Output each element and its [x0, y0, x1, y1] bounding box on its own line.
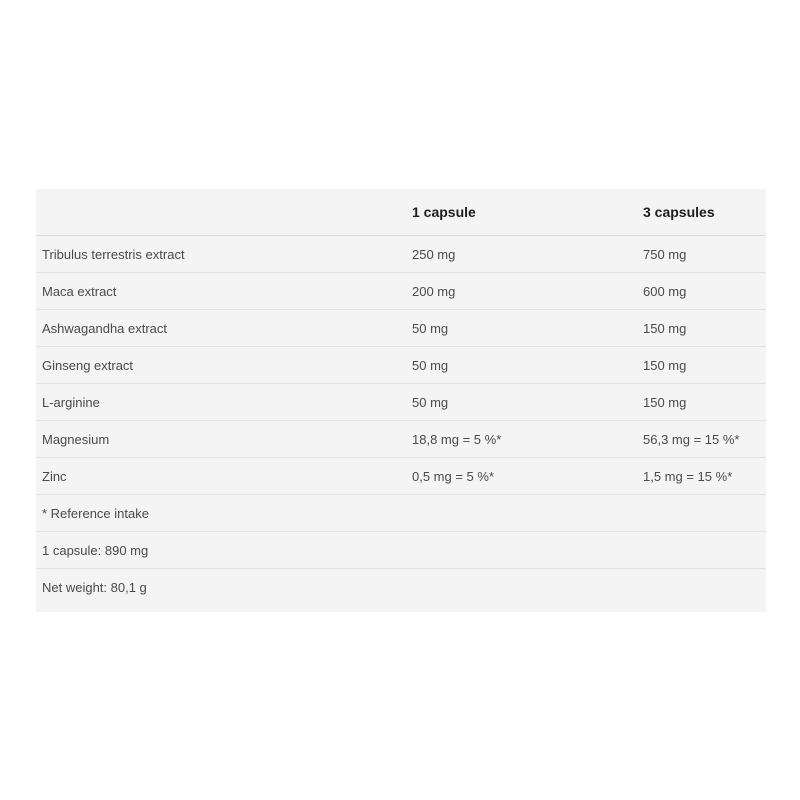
table-row [36, 384, 766, 421]
table-row [36, 421, 766, 458]
amount-3-capsules: 750 mg [643, 236, 766, 273]
ingredient-name: Magnesium [36, 421, 412, 458]
reference-intake-note: * Reference intake [36, 495, 766, 532]
ingredient-name: Ashwagandha extract [36, 310, 412, 347]
ingredient-name: Maca extract [36, 273, 412, 310]
ingredient-name: Zinc [36, 458, 412, 495]
table-row [36, 236, 766, 273]
amount-1-capsule: 200 mg [412, 273, 643, 310]
amount-3-capsules: 600 mg [643, 273, 766, 310]
table-header-row [36, 189, 766, 236]
nutrition-table [36, 189, 766, 605]
net-weight-note: Net weight: 80,1 g [42, 579, 147, 595]
amount-3-capsules: 1,5 mg = 15 %* [643, 458, 766, 495]
amount-1-capsule: 50 mg [412, 310, 643, 347]
header-3-capsules: 3 capsules [643, 189, 766, 236]
nutrition-table-panel [36, 189, 766, 612]
amount-1-capsule: 50 mg [412, 347, 643, 384]
table-row [36, 347, 766, 384]
ingredient-name: Tribulus terrestris extract [36, 236, 412, 273]
amount-3-capsules: 150 mg [643, 384, 766, 421]
header-1-capsule: 1 capsule [412, 189, 643, 236]
amount-3-capsules: 150 mg [643, 347, 766, 384]
table-row [36, 458, 766, 495]
header-ingredient [36, 189, 412, 236]
note-row [36, 495, 766, 532]
ingredient-name: L-arginine [36, 384, 412, 421]
table-row [36, 273, 766, 310]
amount-3-capsules: 56,3 mg = 15 %* [643, 421, 766, 458]
ingredient-name: Ginseng extract [36, 347, 412, 384]
capsule-weight-note: 1 capsule: 890 mg [36, 532, 766, 569]
table-row [36, 310, 766, 347]
amount-1-capsule: 50 mg [412, 384, 643, 421]
amount-1-capsule: 0,5 mg = 5 %* [412, 458, 643, 495]
note-row [36, 532, 766, 569]
note-row [36, 569, 766, 606]
amount-1-capsule: 250 mg [412, 236, 643, 273]
amount-3-capsules: 150 mg [643, 310, 766, 347]
amount-1-capsule: 18,8 mg = 5 %* [412, 421, 643, 458]
